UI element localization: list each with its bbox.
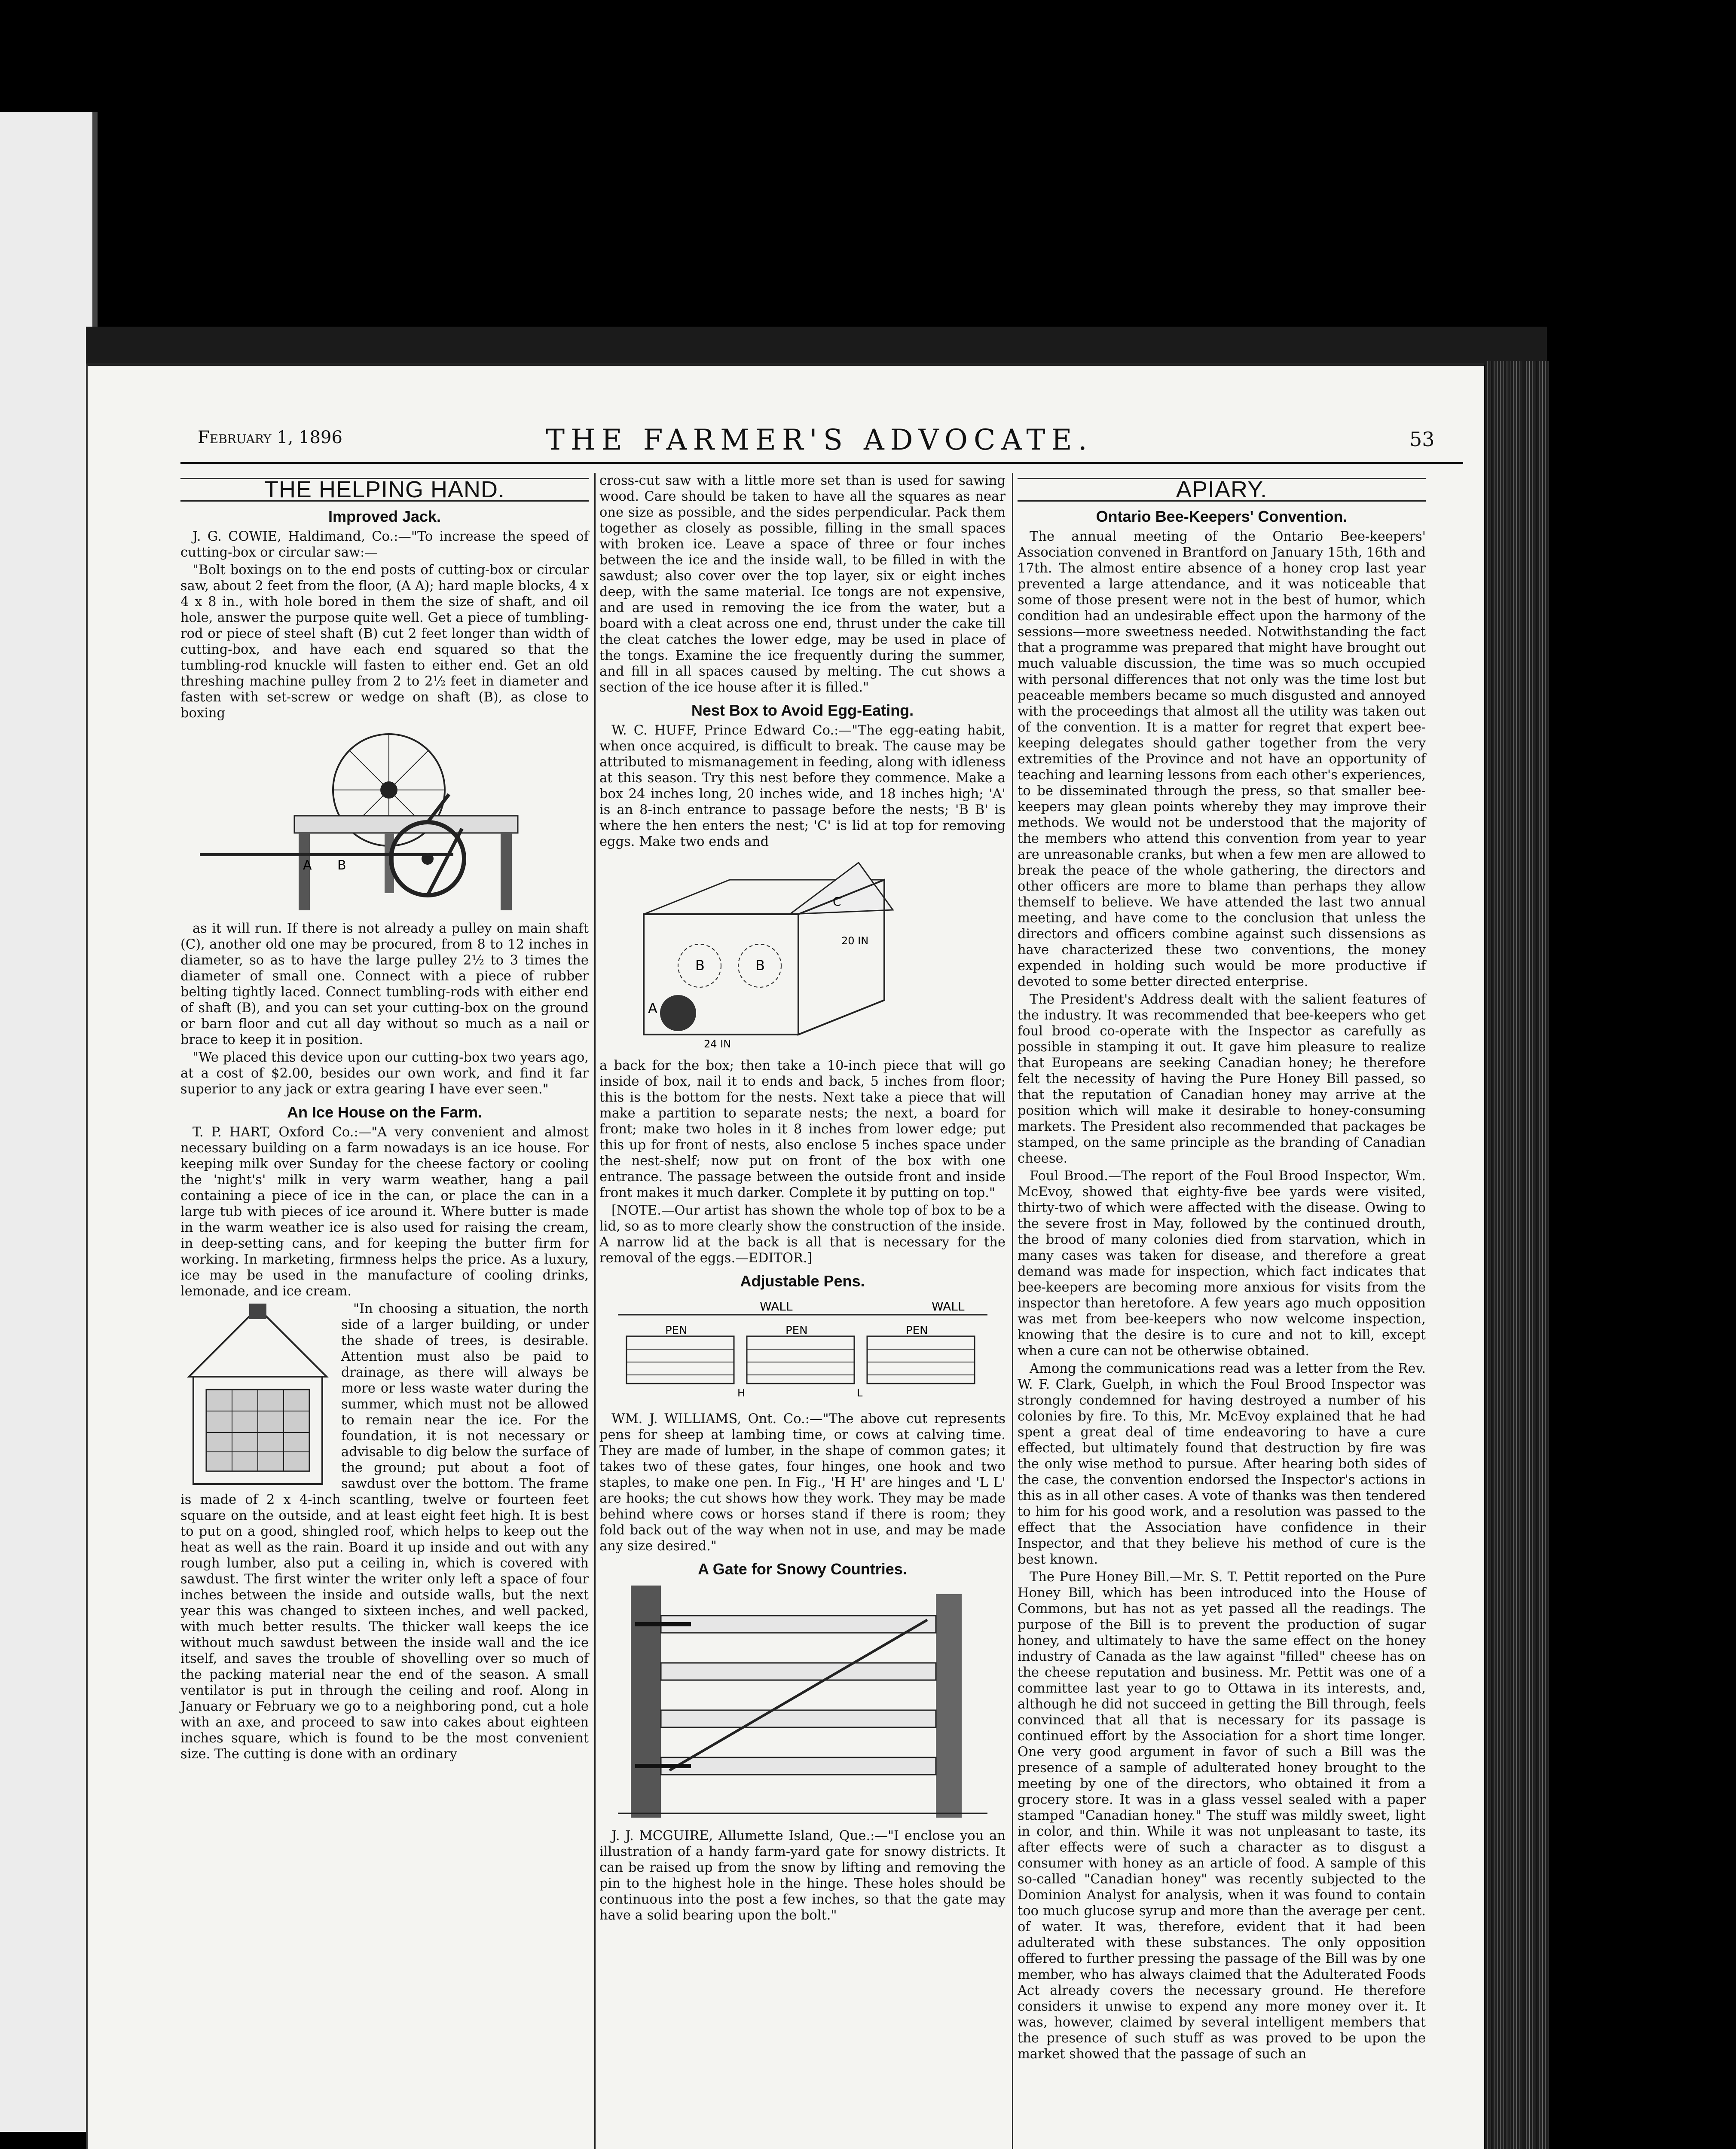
page-header — [99, 423, 1461, 458]
paragraph: "We placed this device upon our cutting-box two years ago, at a cost of $2.00, besides our own work, and find it far superior to any jack or extra gearing I have ever seen." — [180, 1050, 589, 1097]
column-1 — [180, 473, 589, 1764]
label-l: L — [856, 1387, 862, 1399]
book-binding — [1485, 361, 1549, 2149]
article-title-adjustable-pens: Adjustable Pens. — [740, 1272, 865, 1290]
label-wall: WALL — [931, 1299, 965, 1313]
top-binding-strip — [86, 327, 1547, 365]
label-c: C — [832, 894, 841, 909]
paragraph: Foul Brood.—The report of the Foul Brood Inspector, Wm. McEvoy, showed that eighty-five bee yards were visited, thirty-two of which were affected with the disease. Owing to the severe frost in May, followed by the continued drouth, the brood of many colonies died from starvation, which in many cases was taken for disease, and therefore a great demand was made for inspection, which fact indicates that bee-keepers are becoming more anxious for visits from the inspector than heretofore. A few years ago much opposition was met from bee-keepers who now welcome inspection, knowing that the desire is to cure and not to kill, except when a cure can not be otherwise obtained. — [1018, 1169, 1426, 1359]
article-title-improved-jack: Improved Jack. — [328, 508, 441, 525]
column-3 — [1018, 473, 1426, 2064]
jack-illustration — [187, 726, 582, 915]
paragraph: "In choosing a situation, the north side of a larger building, or under the shade of trees, is desirable. Attention must also be paid to drainage, as there will always be more or less waste water during the summer, which must not be allowed to remain near the ice. For the foundation, it is not necessary or advisable to dig below the surface of the ground; put about a foot of sawdust over the bottom. The frame is made of 2 x 4-inch scantling, twelve or fourteen feet square on the outside, and at least eight feet high. It is best to put on a good, shingled roof, which helps to keep out the heat as well as the rain. Board it up inside and out with any rough lumber, also put a ceiling in, which is covered with sawdust. The first winter the writer only left a space of four inches between the inside and outside walls, but the next year this was changed to sixteen inches, and well packed, with much better results. The thicker wall keeps the ice without much sawdust between the inside wall and the ice itself, and saves the trouble of shovelling over so much of the packing material near the end of the season. A small ventilator is put in through the ceiling and roof. Along in January or February we go to a neighboring pond, cut a hole with an axe, and proceed to saw into cakes about eighteen inches square, which is found to be the most convenient size. The cutting is done with an ordinary — [180, 1301, 589, 1762]
issue-date: February 1, 1896 — [198, 428, 342, 447]
label-a: A — [648, 1000, 657, 1016]
editor-note: [NOTE.—Our artist has shown the whole top of box to be a lid, so as to more clearly show the construction of the inside. A narrow lid at the back is all that is necessary for the removal of the eggs.—EDITOR.] — [599, 1203, 1006, 1266]
label-b: B — [755, 957, 765, 973]
paragraph: Among the communications read was a letter from the Rev. W. F. Clark, Guelph, in which the Foul Brood Inspector was strongly condemned for having destroyed a number of his colonies by fire. To this, Mr. McEvoy explained that he had spent a great deal of time endeavoring to have a cure effected, but ultimately found that destruction by fire was the only wise method to pursue. After hearing both sides of the case, the convention endorsed the Inspector's actions in this as in all other cases. A vote of thanks was then tendered to him for his good work, and a resolution was passed to the effect that the Association have confidence in their Inspector, and that they believe his method of cure is the best known. — [1018, 1361, 1426, 1567]
label-h: H — [737, 1387, 745, 1399]
page-number: 53 — [1409, 428, 1435, 451]
paragraph: The annual meeting of the Ontario Bee-keepers' Association convened in Brantford on January 15th, 16th and 17th. The almost entire absence of a honey crop last year prevented a large attendance, and it was noticeable that some of those present were not in the best of humor, which condition had an undesirable effect upon the harmony of the sessions—more sweetness needed. Notwithstanding the fact that a programme was prepared that might have brought out much valuable discussion, the time was so much occupied with personal differences that not only was the time lost but peaceable members became so much disgusted and annoyed with the proceedings that almost all the utility was taken out of the convention. It is a matter for regret that expert bee-keeping delegates should gather together from the very extremities of the Province and not have an opportunity of teaching and learning lessons from each other's experiences, to be disseminated through the press, so that smaller bee-keepers may glean points whereby they may improve their methods. We would not be understood that the majority of the members who attend this convention from year to year are unreasonable cranks, but when a few men are allowed to break the peace of the whole gathering, the directors and other officers are more to blame than perhaps they allow themself to believe. We have attended the last two annual meeting, and have come to the conclusion that unless the directors and officers combine against such dissensions as have characterized these two conventions, the money expended in holding such would be more productive if devoted to some better directed enterprise. — [1018, 529, 1426, 989]
article-title-gate: A Gate for Snowy Countries. — [698, 1560, 907, 1578]
adjustable-pens-illustration — [618, 1293, 987, 1405]
label-20in: 20 IN — [841, 935, 868, 947]
paragraph: cross-cut saw with a little more set than is used for sawing wood. Care should be taken to have all the squares as near one size as possible, and the sides perpendicular. Pack them together as closely as possible, filling in the small spaces with broken ice. Leave a space of three or four inches between the ice and the inside wall, to be filled in with the sawdust; also cover over the top layer, six or eight inches deep, with the same material. Ice tongs are not expensive, and are used in removing the ice from the water, but a board with a cleat across one end, thrust under the cake till the cleat catches the lower edge, may be used in place of the tongs. Examine the ice frequently during the summer, and fill in all spaces caused by melting. The cut shows a section of the ice house after it is filled." — [599, 473, 1006, 695]
label-wall: WALL — [759, 1299, 793, 1313]
column-rule — [1012, 473, 1013, 2149]
paragraph: a back for the box; then take a 10-inch piece that will go inside of box, nail it to ends and back, 5 inches from floor; this is the bottom for the nests. Next take a piece that will make a partition to separate nests; the next, a board for front; make two holes in it 8 inches from lower edge; put this up for front of nests, also enclose 5 inches space under the nest-shelf; now put on front of the box with one entrance. The passage between the outside front and inside front makes it much darker. Complete it by putting on top." — [599, 1058, 1006, 1200]
section-heading-helping-hand: THE HELPING HAND. — [180, 478, 589, 502]
paragraph: WM. J. WILLIAMS, Ont. Co.:—"The above cut represents pens for sheep at lambing time, or cows at calving time. They are made of lumber, in the shape of common gates; it takes two of these gates, four hinges, one hook and two staples, to make one pen. In Fig., 'H H' are hinges and 'L L' are hooks; the cut shows how they work. They may be made behind where cows or horses stand if there is room; they fold back out of the way when not in use, and may be made any size desired." — [599, 1411, 1006, 1554]
paragraph: W. C. HUFF, Prince Edward Co.:—"The egg-eating habit, when once acquired, is difficult to break. The cause may be attributed to mismanagement in feeding, along with idleness at this season. Try this nest before they commence. Make a box 24 inches long, 20 inches wide, and 18 inches high; 'A' is an 8-inch entrance to passage before the nests; 'B B' is where the hen enters the nest; 'C' is lid at top for removing eggs. Make two ends and — [599, 723, 1006, 849]
paragraph: The Pure Honey Bill.—Mr. S. T. Pettit reported on the Pure Honey Bill, which has been introduced into the House of Commons, but has not as yet passed all the readings. The purpose of the Bill is to prevent the production of sugar honey, and ultimately to have the same effect on the honey industry of Canada as the law against "filled" cheese has on the cheese reputation and business. Mr. Pettit was one of a committee last year to go to Ottawa in its interests, and, although he did not succeed in getting the Bill through, feels convinced that all that is necessary for its passage is continued effort by the Association for a short time longer. One very good argument in favor of such a Bill was the presence of a sample of adulterated honey brought to the meeting by one of the directors, who obtained it from a grocery store. It was in a glass vessel sealed with a paper stamped "Canadian honey." The stuff was mildly sweet, light in color, and thin. While it was not unpleasant to taste, its after effects were of such a character as to disgust a consumer with honey as an article of food. A sample of this so-called "Canadian honey" was recently subjected to the Dominion Analyst for analysis, when it was found to contain too much glucose syrup and more than the average per cent. of water. It was, therefore, evident that it had been adulterated with these substances. The only opposition offered to further pressing the passage of the Bill was by one member, who has always claimed that the Adulterated Foods Act already covers the necessary ground. He therefore considers it unwise to expend any more money over it. It was, however, claimed by several intelligent members that the presence of such stuff as was proved to be upon the market showed that the passage of such an — [1018, 1570, 1426, 2062]
nest-box-illustration — [618, 854, 987, 1052]
article-title-nest-box: Nest Box to Avoid Egg-Eating. — [691, 701, 914, 719]
article-title-bee-keepers: Ontario Bee-Keepers' Convention. — [1096, 508, 1348, 525]
label-a: A — [303, 858, 312, 873]
article-title-ice-house: An Ice House on the Farm. — [287, 1103, 483, 1121]
label-pen: PEN — [665, 1324, 688, 1337]
paragraph: The President's Address dealt with the salient features of the industry. It was recommended that bee-keepers who get foul brood co-operate with the Inspector as carefully as possible in stamping it out. It gave him pleasure to realize that Europeans are seeking Canadian honey; he therefore felt the necessity of having the Pure Honey Bill passed, so that the reputation of Canadian honey may arrive at the position which will make it desirable to honey-consuming markets. The President also recommended that packages be stamped, on the same principle as the branding of Canadian cheese. — [1018, 992, 1426, 1166]
paragraph: as it will run. If there is not already a pulley on main shaft (C), another old one may be procured, from 8 to 12 inches in diameter, so as to have the large pulley 2½ to 3 times the diameter of small one. Connect with a piece of rubber belting tightly laced. Connect tumbling-rods with either end of shaft (B), and you can set your cutting-box on the ground or barn floor and cut all day without so much as a nail or brace to keep it in position. — [180, 921, 589, 1047]
section-heading-apiary: APIARY. — [1018, 478, 1426, 502]
paragraph: T. P. HART, Oxford Co.:—"A very convenient and almost necessary building on a farm nowadays is an ice house. For keeping milk over Sunday for the cheese factory or cooling the 'night's' milk in very warm weather, hang a pail containing a piece of ice in the can, or place the can in a large tub with pieces of ice around it. Where butter is made in the warm weather ice is also used for raising the cream, in deep-setting cans, and for keeping the butter firm for working. In marketing, firmness helps the price. As a luxury, ice may be used in the manufacture of cooling drinks, lemonade, and ice cream. — [180, 1125, 589, 1299]
adjacent-page-edge — [0, 112, 95, 2132]
column-rule — [594, 473, 596, 2149]
label-pen: PEN — [785, 1324, 808, 1337]
column-2 — [599, 473, 1006, 1925]
masthead-title: THE FARMER'S ADVOCATE. — [546, 423, 1093, 456]
label-b: B — [695, 957, 705, 973]
label-b: B — [337, 858, 346, 873]
label-24in: 24 IN — [703, 1038, 731, 1050]
snowy-gate-illustration — [618, 1581, 987, 1822]
header-rule — [180, 462, 1463, 464]
paragraph: J. G. COWIE, Haldimand, Co.:—"To increase the speed of cutting-box or circular saw:— — [180, 529, 589, 560]
paragraph: J. J. MCGUIRE, Allumette Island, Que.:—"I enclose you an illustration of a handy farm-yard gate for snowy districts. It can be raised up from the snow by lifting and removing the pin to the highest hole in the hinge. These holes should be continuous into the post a few inches, so that the gate may have a solid bearing upon the bolt." — [599, 1828, 1006, 1923]
label-pen: PEN — [905, 1324, 928, 1337]
ice-house-illustration — [180, 1304, 335, 1488]
paragraph: "Bolt boxings on to the end posts of cutting-box or circular saw, about 2 feet from the floor, (A A); hard maple blocks, 4 x 4 x 8 in., with hole bored in them the size of shaft, and oil hole, answer the purpose quite well. Get a piece of tumbling-rod or piece of steel shaft (B) cut 2 feet longer than width of cutting-box, and have each end squared so that the tumbling-rod knuckle will fasten to either end. Get an old threshing machine pulley from 2 to 2½ feet in diameter and fasten with set-screw or wedge on shaft (B), as close to boxing — [180, 563, 589, 721]
